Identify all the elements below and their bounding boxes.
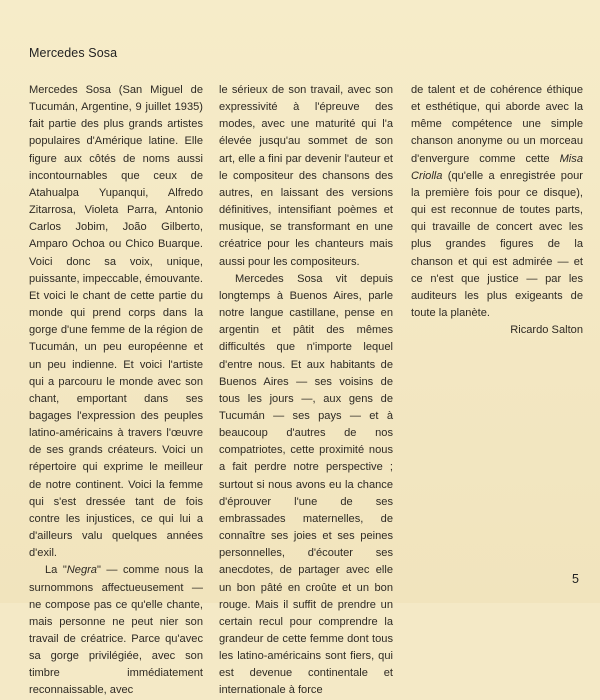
paragraph: Mercedes Sosa vit depuis longtemps à Buenos Aires, parle notre langue castillane, pense en argentin et pâtit des mêmes difficultés que n'importe lequel d'entre nous. Et aux habitants de Buenos Aires — ses voisins de tous les jours —, aux gens de Tucumán — ses pays — et à beaucoup d'autres de nos compatriotes, cette proximité nous a fait perdre notre perspective ; surtout si nous avons eu la chance d'éprouver l'une de ses embrassades maternelles, de connaître ses joies et ses peines personnelles, d'écouter ses anecdotes, de partager avec elle un bon pâté en croûte et un bon rouge. Mais il suffit de prendre un certain recul pour comprendre la grandeur de cette femme dont tous les latino-américains sont fiers, qui est devenue continentale et internationale à force (219, 272, 393, 697)
paragraph (411, 82, 583, 322)
italic-text: Misa Criolla (411, 152, 583, 182)
italic-text: Negra (66, 564, 97, 577)
text-column-2 (219, 82, 393, 700)
page-number: 5 (572, 572, 579, 586)
text-span: " — comme nous la surnommons affectueusement — ne compose pas ce qu'elle chante, mais personne ne peut nier son travail de créatrice. Parce qu'avec sa gorge privilégiée, avec son timbre immédiatement reconnaissable, avec (29, 564, 203, 697)
paragraph: Mercedes Sosa (San Miguel de Tucumán, Argentine, 9 juillet 1935) fait partie des plus grands artistes populaires d'Amérique latine. Elle figure aux côtés de noms aussi incontournables que ceux de Atahualpa Yupanqui, Alfredo Zitarrosa, Violeta Parra, Antonio Carlos Jobim, João Gilberto, Amparo Ochoa ou Chico Buarque. Voici donc sa voix, unique, puissante, impeccable, émouvante. Et voici le chant de cette partie du monde qui prend corps dans la gorge d'une femme de la région de Tucumán, un peu européenne et un peu indienne. Et voici l'artiste qui a parcouru le monde avec son chant, emportant dans ses bagages l'expression des peuples latino-américains à travers l'œuvre de ses grands créateurs. Voici un répertoire qui exprime le meilleur de notre continent. Voici la femme qui s'est dressée tant de fois contre les injustices, ce qui lui a d'ailleurs valu quelques années d'exil. (29, 84, 203, 560)
page-title: Mercedes Sosa (29, 46, 118, 60)
text-column-3 (411, 82, 583, 339)
text-span: La " (45, 564, 67, 577)
text-column-1 (29, 82, 203, 700)
author-signature: Ricardo Salton (510, 324, 583, 337)
text-span: de talent et de cohérence éthique et esthétique, qui aborde avec la même compétence une simple chanson anonyme ou un morceau d'envergure comme cette (411, 84, 583, 165)
text-span: (qu'elle a enregistrée pour la première fois pour ce disque), qui est reconnue de toutes parts, qui travaille de concert avec les plus grandes figures de la chanson et qui est admirée — et ce n'est que justice — par les auditeurs les plus exigeants de toute la planète. (411, 169, 583, 320)
paragraph (29, 562, 203, 699)
paragraph: le sérieux de son travail, avec son expressivité à l'épreuve des modes, avec une maturité qui l'a élevée jusqu'au sommet de son art, elle a fini par devenir l'auteur et le compositeur des chansons des autres, en laissant des versions définitives, intensifiant poèmes et musique, se transformant en une créatrice pour les chanteurs mais aussi pour les compositeurs. (219, 84, 393, 268)
